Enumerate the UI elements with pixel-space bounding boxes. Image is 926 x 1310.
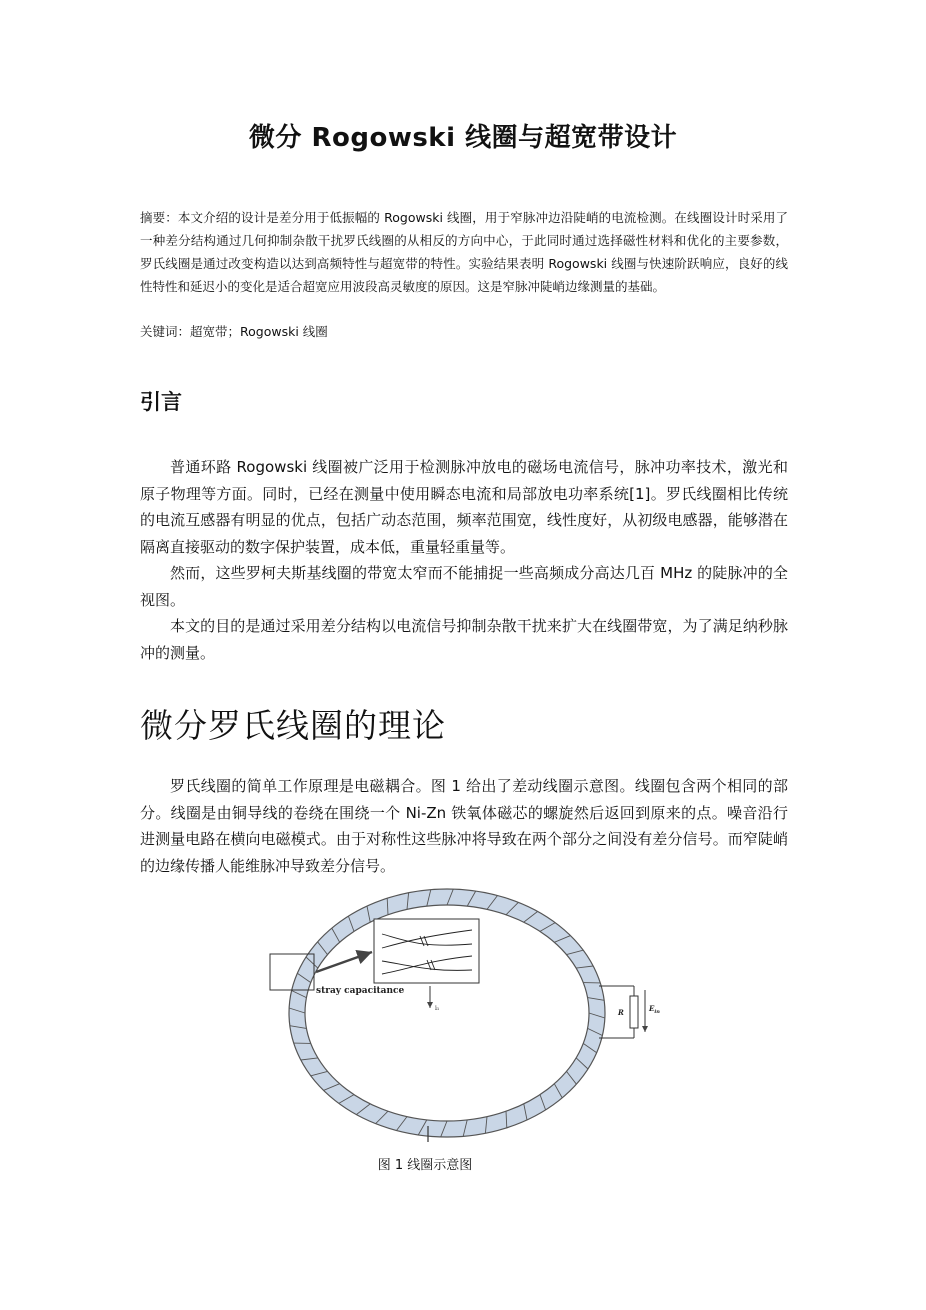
inset-box (374, 919, 479, 983)
intro-paragraph: 然而，这些罗柯夫斯基线圈的带宽太窄而不能捕捉一些高频成分高达几百 MHz 的陡脉冲的全视图。 (140, 564, 788, 609)
coil-diagram-figure (262, 886, 662, 1144)
theory-body (140, 773, 788, 879)
ein-label (648, 1004, 660, 1015)
current-label: i₁ (435, 1005, 440, 1012)
keywords: 关键词：超宽带；Rogowski 线圈 (140, 324, 328, 339)
section-heading-theory: 微分罗氏线圈的理论 (140, 706, 446, 745)
intro-paragraph: 本文的目的是通过采用差分结构以电流信号抑制杂散干扰来扩大在线圈带宽，为了满足纳秒脉冲的测量。 (140, 617, 788, 662)
resistor-label: R (618, 1008, 624, 1017)
ein-label-sub: in (654, 1009, 660, 1015)
theory-paragraph: 罗氏线圈的简单工作原理是电磁耦合。图 1 给出了差动线圈示意图。线圈包含两个相同的部分。线圈是由铜导线的卷绕在围绕一个 Ni-Zn 铁氧体磁芯的螺旋然后返回到原来的点。噪音沿行进测量电路在横向电磁模式。由于对称性这些脉冲将导致在两个部分之间没有差分信号。而窄陡峭的边缘传播人能维脉冲导致差分信号。 (140, 777, 788, 875)
abstract: 摘要：本文介绍的设计是差分用于低振幅的 Rogowski 线圈，用于窄脉冲边沿陡峭的电流检测。在线圈设计时采用了一种差分结构通过几何抑制杂散干扰罗氏线圈的从相反的方向中心，于此同时通过选择磁性材料和优化的主要参数，罗氏线圈是通过改变构造以达到高频特性与超宽带的特性。实验结果表明 Rogowski 线圈与快速阶跃响应，良好的线性特性和延迟小的变化是适合超宽应用波段高灵敏度的原因。这是窄脉冲陡峭边缘测量的基础。 (140, 210, 788, 294)
ein-label-main: E (649, 1004, 655, 1013)
coil-diagram (262, 886, 662, 1144)
paper-title: 微分 Rogowski 线圈与超宽带设计 (248, 123, 678, 153)
figure-caption: 图 1 线圈示意图 (377, 1158, 473, 1173)
section-heading-intro: 引言 (140, 390, 182, 414)
stray-capacitance-label: stray capacitance (316, 986, 405, 996)
intro-body (140, 454, 788, 666)
intro-paragraph: 普通环路 Rogowski 线圈被广泛用于检测脉冲放电的磁场电流信号，脉冲功率技术，激光和原子物理等方面。同时，已经在测量中使用瞬态电流和局部放电功率系统[1]。罗氏线圈相比传统的电流互感器有明显的优点，包括广动态范围，频率范围宽，线性度好，从初级电感器，能够潜在隔离直接驱动的数字保护装置，成本低，重量轻重量等。 (140, 458, 788, 556)
